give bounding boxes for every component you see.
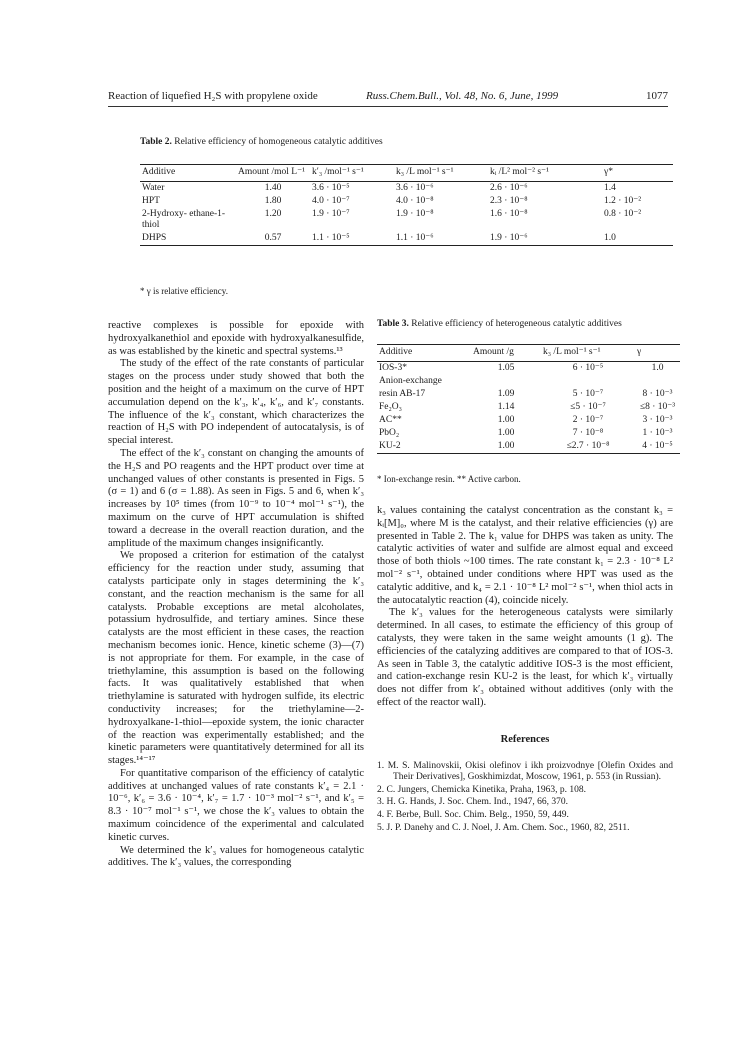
- references-heading: References: [500, 733, 550, 745]
- table-cell: 1.00: [497, 441, 515, 451]
- table-cell: 1.1 · 10⁻⁶: [396, 233, 434, 243]
- header-journal: Russ.Chem.Bull., Vol. 48, No. 6, June, 1999: [366, 90, 559, 102]
- table-cell: 3.6 · 10⁻⁵: [312, 183, 350, 193]
- table2-col-header: k₃ /L mol⁻¹ s⁻¹: [396, 167, 454, 177]
- table-cell: 1.14: [497, 402, 515, 412]
- header-title: Reaction of liquefied H₂S with propylene oxide: [108, 90, 318, 102]
- table-cell: 1.40: [264, 183, 282, 193]
- table2-footnote: * γ is relative efficiency.: [140, 286, 228, 296]
- reference-item: 1. M. S. Malinovskii, Okisi olefinov i ikh proizvodnye [Olefin Oxides and Their Derivatives], Goskhimizdat, Moscow, 1961, p. 553 (in Russian).: [377, 760, 673, 783]
- table-row: [377, 375, 680, 388]
- table-cell: 1.00: [497, 415, 515, 425]
- table-cell: 1 · 10⁻³: [642, 428, 673, 438]
- table2-header-row: [140, 165, 673, 182]
- table-cell: IOS-3*: [379, 363, 407, 373]
- table-row: [140, 208, 673, 232]
- table-row: [140, 182, 673, 196]
- table-cell: 6 · 10⁻⁵: [572, 363, 604, 373]
- table-cell: Water: [142, 183, 165, 193]
- table-cell: 1.2 · 10⁻²: [604, 196, 642, 206]
- table-cell: 0.8 · 10⁻²: [604, 209, 642, 219]
- table-cell: 2.6 · 10⁻⁶: [490, 183, 528, 193]
- table3-footnote: * Ion-exchange resin. ** Active carbon.: [377, 474, 521, 484]
- reference-item: 4. F. Berbe, Bull. Soc. Chim. Belg., 1950, 59, 449.: [377, 809, 569, 820]
- table-cell: 1.0: [604, 233, 616, 243]
- table-cell: KU-2: [379, 441, 401, 451]
- table2-col-header: Additive: [142, 167, 176, 177]
- table2-caption: [140, 136, 383, 148]
- table2-col-header: Amount /mol L⁻¹: [238, 167, 305, 177]
- table2-col-header: kᵢ /L² mol⁻² s⁻¹: [490, 167, 549, 177]
- table-row: [140, 195, 673, 208]
- table-cell: 1.9 · 10⁻⁶: [490, 233, 528, 243]
- running-header: [108, 90, 668, 107]
- table-cell: 1.1 · 10⁻⁵: [312, 233, 350, 243]
- table-cell: 1.0: [651, 363, 664, 373]
- table-cell: 4.0 · 10⁻⁸: [396, 196, 434, 206]
- reference-item: 5. J. P. Danehy and C. J. Noel, J. Am. Chem. Soc., 1960, 82, 2511.: [377, 822, 630, 833]
- table-cell: DHPS: [142, 233, 167, 243]
- table-cell: 1.4: [604, 183, 616, 193]
- table3-caption: [377, 318, 677, 330]
- table2-title: Relative efficiency of homogeneous catalytic additives: [174, 137, 383, 147]
- table-cell: 5 · 10⁻⁷: [572, 389, 604, 399]
- table-cell: 1.9 · 10⁻⁷: [312, 209, 350, 219]
- paragraph: k₃ values containing the catalyst concentration as the constant k₃ = kᵢ[M]₀, where M is the catalyst, and their relative efficiencies (γ) are presented in Table 2. The k₁ value for DHPS was taken as unity. The catalytic activities of water and sulfide are almost equal and exceed those of both thiols ~100 times. The rate constant k₁ = 2.3 · 10⁻⁸ L² mol⁻² s⁻¹, obtained under conditions where HPT was used as the catalytic additive, and k₄ = 2.1 · 10⁻⁸ L² mol⁻² s⁻¹, when thiol acts in the autocatalytic reaction (4), coincide nicely.: [377, 505, 673, 606]
- table2-label: Table 2.: [140, 137, 172, 147]
- table3-col-header: Additive: [379, 347, 413, 357]
- reference-item: 3. H. G. Hands, J. Soc. Chem. Ind., 1947, 66, 370.: [377, 797, 569, 808]
- table-cell: [635, 375, 680, 388]
- paragraph: For quantitative comparison of the efficiency of catalytic additives at unchanged values of rate constants k′₄ = 2.1 · 10⁻⁶, k′₆ = 3.6 · 10⁻⁴, k′₇ = 1.7 · 10⁻³ mol⁻² s⁻¹, and k′₅ = 8.3 · 10⁻⁷ mol⁻¹ s⁻¹, we chose the k′₃ values to obtain the maximum coincidence of the experimental and calculated kinetic curves.: [108, 767, 364, 843]
- table2-col-header: γ*: [604, 167, 613, 177]
- table-cell: 1.9 · 10⁻⁸: [396, 209, 434, 219]
- table3-title: Relative efficiency of heterogeneous catalytic additives: [411, 319, 622, 329]
- table-cell: ≤5 · 10⁻⁷: [570, 402, 606, 412]
- table-cell: 1.80: [264, 196, 282, 206]
- table-cell: PbO₂: [379, 428, 400, 438]
- table-cell: [471, 375, 541, 388]
- table-row: [377, 401, 680, 414]
- table-cell: ≤8 · 10⁻³: [639, 402, 676, 412]
- table-cell: 3 · 10⁻³: [642, 415, 673, 425]
- table3-col-header: γ: [637, 347, 642, 357]
- table3-label: Table 3.: [377, 319, 409, 329]
- table-cell: 2.3 · 10⁻⁸: [490, 196, 528, 206]
- table-cell: 7 · 10⁻⁸: [572, 428, 604, 438]
- table3-col-header: Amount /g: [473, 347, 514, 357]
- table3-col-header: k₃ /L mol⁻¹ s⁻¹: [543, 347, 601, 357]
- table-cell: 2 · 10⁻⁷: [572, 415, 604, 425]
- left-column-text: [108, 320, 364, 870]
- table-cell: 1.20: [264, 209, 282, 219]
- table-cell: Fe₂O₃: [379, 402, 402, 412]
- table-cell: Anion-exchange: [379, 376, 442, 386]
- paragraph: The k′₃ values for the heterogeneous catalysts were similarly determined. In all cases, to estimate the efficiency of this group of catalysts, they were taken in the same weight amounts (1 g). The efficiencies of the catalyzing additives are compared to that of IOS-3. As seen in Table 3, the catalytic additive IOS-3 is the most efficient, and cation-exchange resin KU-2 is the least, for which k′₃ virtually does not differ from k′₃ obtained without additives (only with the effect of the reactor wall).: [377, 607, 673, 708]
- table-cell: ≤2.7 · 10⁻⁸: [566, 441, 610, 451]
- page-number: 1077: [646, 90, 668, 102]
- table2: [140, 164, 673, 246]
- table-cell: [541, 375, 635, 388]
- table-cell: resin AB-17: [379, 389, 426, 399]
- table3: [377, 344, 680, 454]
- table-row: [377, 440, 680, 454]
- references-list: [377, 761, 673, 835]
- table-cell: 8 · 10⁻³: [642, 389, 673, 399]
- right-column-text: [377, 505, 673, 835]
- table-row: [377, 362, 680, 376]
- table-row: [377, 388, 680, 401]
- table-cell: 4 · 10⁻⁵: [642, 441, 673, 451]
- paragraph: We determined the k′₃ values for homogeneous catalytic additives. The k′₃ values, the corresponding: [108, 844, 364, 869]
- reference-item: 2. C. Jungers, Chemicka Kinetika, Praha, 1963, p. 108.: [377, 784, 586, 795]
- paragraph: The study of the effect of the rate constants of particular stages on the process under study showed that both the position and the height of a maximum on the curve of HPT accumulation depend on the k′₃, k′₄, k′₆, and k′₇ constants. The influence of the k′₃ constant, which characterizes the reaction of H₂S with PO independent of autocatalysis, is of special interest.: [108, 358, 364, 447]
- table-cell: AC**: [379, 415, 402, 425]
- table-cell: 1.09: [497, 389, 515, 399]
- table-cell: 1.00: [497, 428, 515, 438]
- table-row: [140, 232, 673, 246]
- table-cell: 3.6 · 10⁻⁶: [396, 183, 434, 193]
- table-cell: 0.57: [264, 233, 282, 243]
- table-row: [377, 427, 680, 440]
- table-cell: HPT: [142, 196, 160, 206]
- table3-header-row: [377, 345, 680, 362]
- table-cell: 1.6 · 10⁻⁸: [490, 209, 528, 219]
- paragraph: We proposed a criterion for estimation of the catalyst efficiency for the reaction under study, assuming that catalysts participate only in stages determining the k′₃ constant, and the reaction mechanism is the same for all catalysts. Probable exceptions are metal alcoholates, potassium hydrosulfide, and tertiary amines. Since these catalysts are the most efficient in these cases, the reaction mechanism becomes ionic. Hence, kinetic scheme (3)—(7) is not appropriate for them. For example, in the case of triethylamine, this assumption is based on the following facts. It was qualitatively established that when triethylamine is saturated with hydrogen sulfide, its electric conductivity increases; for the triethylamine—2-hydroxyalkane-1-thiol—epoxide system, the ionic character of the reaction was experimentally established; and the kinetic parameters were quantitatively determined for all its stages.¹⁴⁻¹⁷: [108, 550, 364, 767]
- table-cell: 4.0 · 10⁻⁷: [312, 196, 350, 206]
- table-cell: 2-Hydroxy- ethane-1-thiol: [142, 209, 226, 230]
- table-row: [377, 414, 680, 427]
- paragraph: The effect of the k′₃ constant on changing the amounts of the H₂S and PO reagents and the HPT product over time at unchanged values of other constants is presented in Figs. 5 (σ = 1) and 6 (σ = 1.88). As seen in Figs. 5 and 6, when k′₃ increases by 10⁵ times (from 10⁻⁹ to 10⁻⁴ mol⁻¹ s⁻¹), the maximum on the curve of HPT accumulation is shifted toward a decrease in the overall reaction duration, and the amplitude of the maximum changes insignificantly.: [108, 447, 364, 549]
- table2-col-header: k′₃ /mol⁻¹ s⁻¹: [312, 167, 364, 177]
- table-cell: 1.05: [497, 363, 515, 373]
- paragraph: reactive complexes is possible for epoxide with hydroxyalkanethiol and epoxide with hydroxyalkanesulfide, as was established by the kinetic and spectral systems.¹³: [108, 320, 364, 357]
